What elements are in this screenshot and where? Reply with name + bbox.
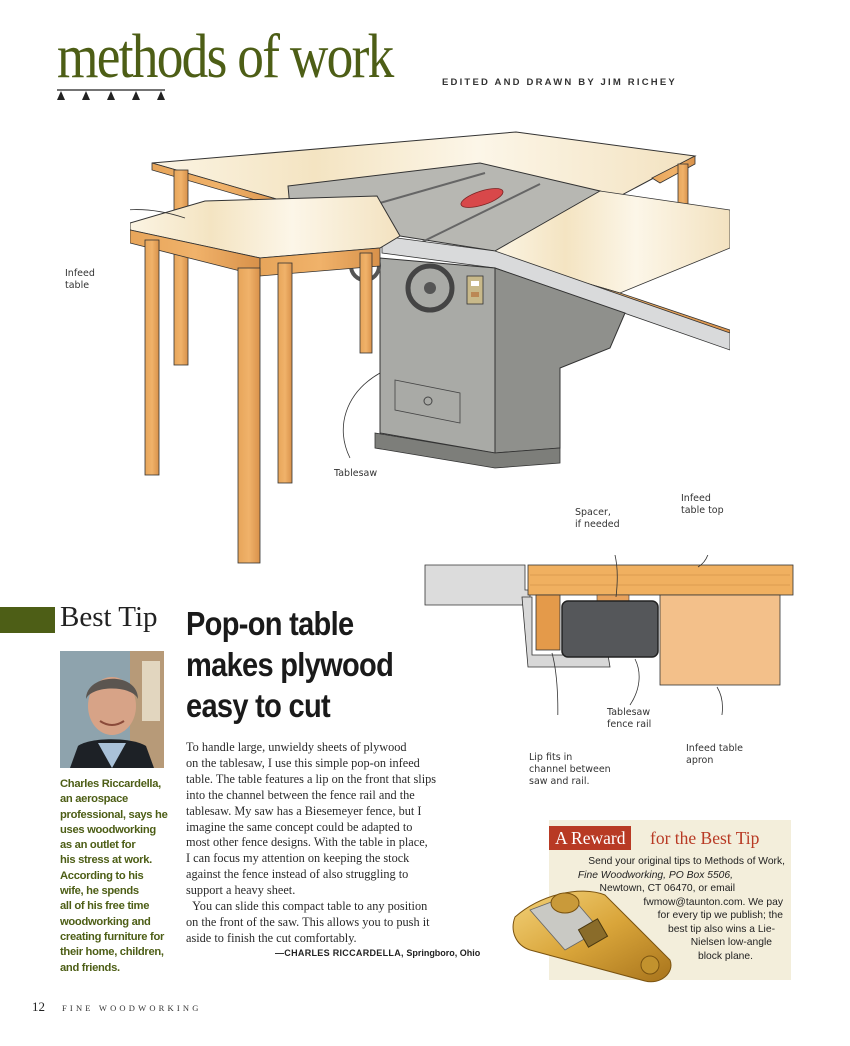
callout-line: Infeed xyxy=(65,268,95,279)
best-tip-label: Best Tip xyxy=(60,601,158,633)
reward-instructions xyxy=(570,855,795,963)
section-title: methods of work xyxy=(57,23,393,91)
callout-line: Tablesaw xyxy=(607,707,651,718)
article-body xyxy=(186,740,486,947)
callout-spacer xyxy=(575,507,620,531)
bio-line: all of his free time xyxy=(60,900,150,913)
callout-line: saw and rail. xyxy=(529,776,590,787)
reward-line: Nielsen low-angle xyxy=(690,937,772,948)
headline-line: easy to cut xyxy=(186,687,330,724)
callout-line: if needed xyxy=(575,519,620,530)
callout-line: fence rail xyxy=(607,719,652,730)
author-photo xyxy=(60,651,164,768)
body-line: on the front of the saw. This allows you to push it xyxy=(186,914,430,929)
reward-line: Newtown, CT 06470, or email xyxy=(599,883,735,894)
reward-line: best tip also wins a Lie- xyxy=(667,923,775,935)
page-number: 12 xyxy=(32,999,45,1014)
body-line: most other fence designs. With the table in place, xyxy=(186,835,428,850)
bio-line: woodworking and xyxy=(60,915,151,928)
body-line: I can focus my attention on keeping the stock xyxy=(186,851,410,866)
callout-line: channel between xyxy=(529,764,611,775)
bio-line: According to his xyxy=(60,869,144,882)
reward-line: block plane. xyxy=(698,950,753,962)
reward-line-email[interactable]: fwmow@taunton.com. We pay xyxy=(643,896,783,908)
author-bio xyxy=(60,777,180,976)
reward-line: for every tip we publish; the xyxy=(657,910,783,921)
callout-infeed-table-top xyxy=(681,493,724,517)
bio-line: uses woodworking xyxy=(60,823,156,836)
callout-tablesaw: Tablesaw xyxy=(334,468,378,479)
body-line: on the tablesaw, I use this simple pop-on infeed xyxy=(186,755,420,770)
callout-infeed-table xyxy=(65,268,95,292)
body-line: aside to finish the cut comfortably. xyxy=(186,930,357,945)
body-line: table. The table features a lip on the front that slips xyxy=(186,771,437,786)
editor-credit: EDITED AND DRAWN BY JIM RICHEY xyxy=(442,77,677,88)
byline-place: Springboro, Ohio xyxy=(403,948,481,958)
bio-line: his stress at work. xyxy=(60,854,152,867)
bio-line: and friends. xyxy=(60,961,120,974)
callout-line: Spacer, xyxy=(575,507,611,518)
article-headline xyxy=(186,603,397,726)
body-line: support a heavy sheet. xyxy=(186,883,296,898)
bio-line: professional, says he xyxy=(60,808,168,821)
body-line: To handle large, unwieldy sheets of plywood xyxy=(186,740,407,754)
best-tip-accent-bar xyxy=(0,607,55,633)
bio-line: Charles Riccardella, xyxy=(60,778,161,790)
bio-line: an aerospace xyxy=(60,793,128,806)
cross-section-illustration xyxy=(420,555,800,715)
reward-line: Fine Woodworking, PO Box 5506, xyxy=(577,869,733,881)
callout-apron xyxy=(686,743,743,767)
body-line: imagine the same concept could be adapted to xyxy=(186,819,413,834)
byline-name: —CHARLES RICCARDELLA, xyxy=(275,948,404,958)
body-line: You can slide this compact table to any position xyxy=(186,899,428,914)
headline-line: Pop-on table xyxy=(186,605,354,642)
header-triangle-ornament-icon xyxy=(57,89,167,101)
bio-line: wife, he spends xyxy=(60,885,139,898)
callout-lip xyxy=(529,752,611,788)
tablesaw-illustration xyxy=(130,118,730,573)
callout-line: apron xyxy=(686,755,714,766)
bio-line: as an outlet for xyxy=(60,839,136,852)
bio-line: creating furniture for xyxy=(60,930,165,943)
callout-line: table xyxy=(65,280,90,291)
body-line: into the channel between the fence rail and the xyxy=(186,787,415,802)
reward-title: for the Best Tip xyxy=(650,828,760,848)
magazine-name: FINE WOODWORKING xyxy=(62,1003,202,1013)
body-line: tablesaw. My saw has a Biesemeyer fence, but I xyxy=(186,803,422,818)
article-byline xyxy=(275,948,481,958)
callout-line: Infeed xyxy=(681,493,711,504)
callout-line: Infeed table xyxy=(686,743,743,754)
callout-line: Lip fits in xyxy=(529,752,573,763)
bio-line: their home, children, xyxy=(60,946,164,959)
headline-line: makes plywood xyxy=(186,646,394,683)
callout-line: table top xyxy=(681,505,724,516)
reward-tag: A Reward xyxy=(549,826,631,850)
callout-fence-rail xyxy=(607,707,651,731)
reward-line: Send your original tips to Methods of Work, xyxy=(588,856,785,867)
body-line: against the fence instead of also struggling to xyxy=(186,867,409,882)
